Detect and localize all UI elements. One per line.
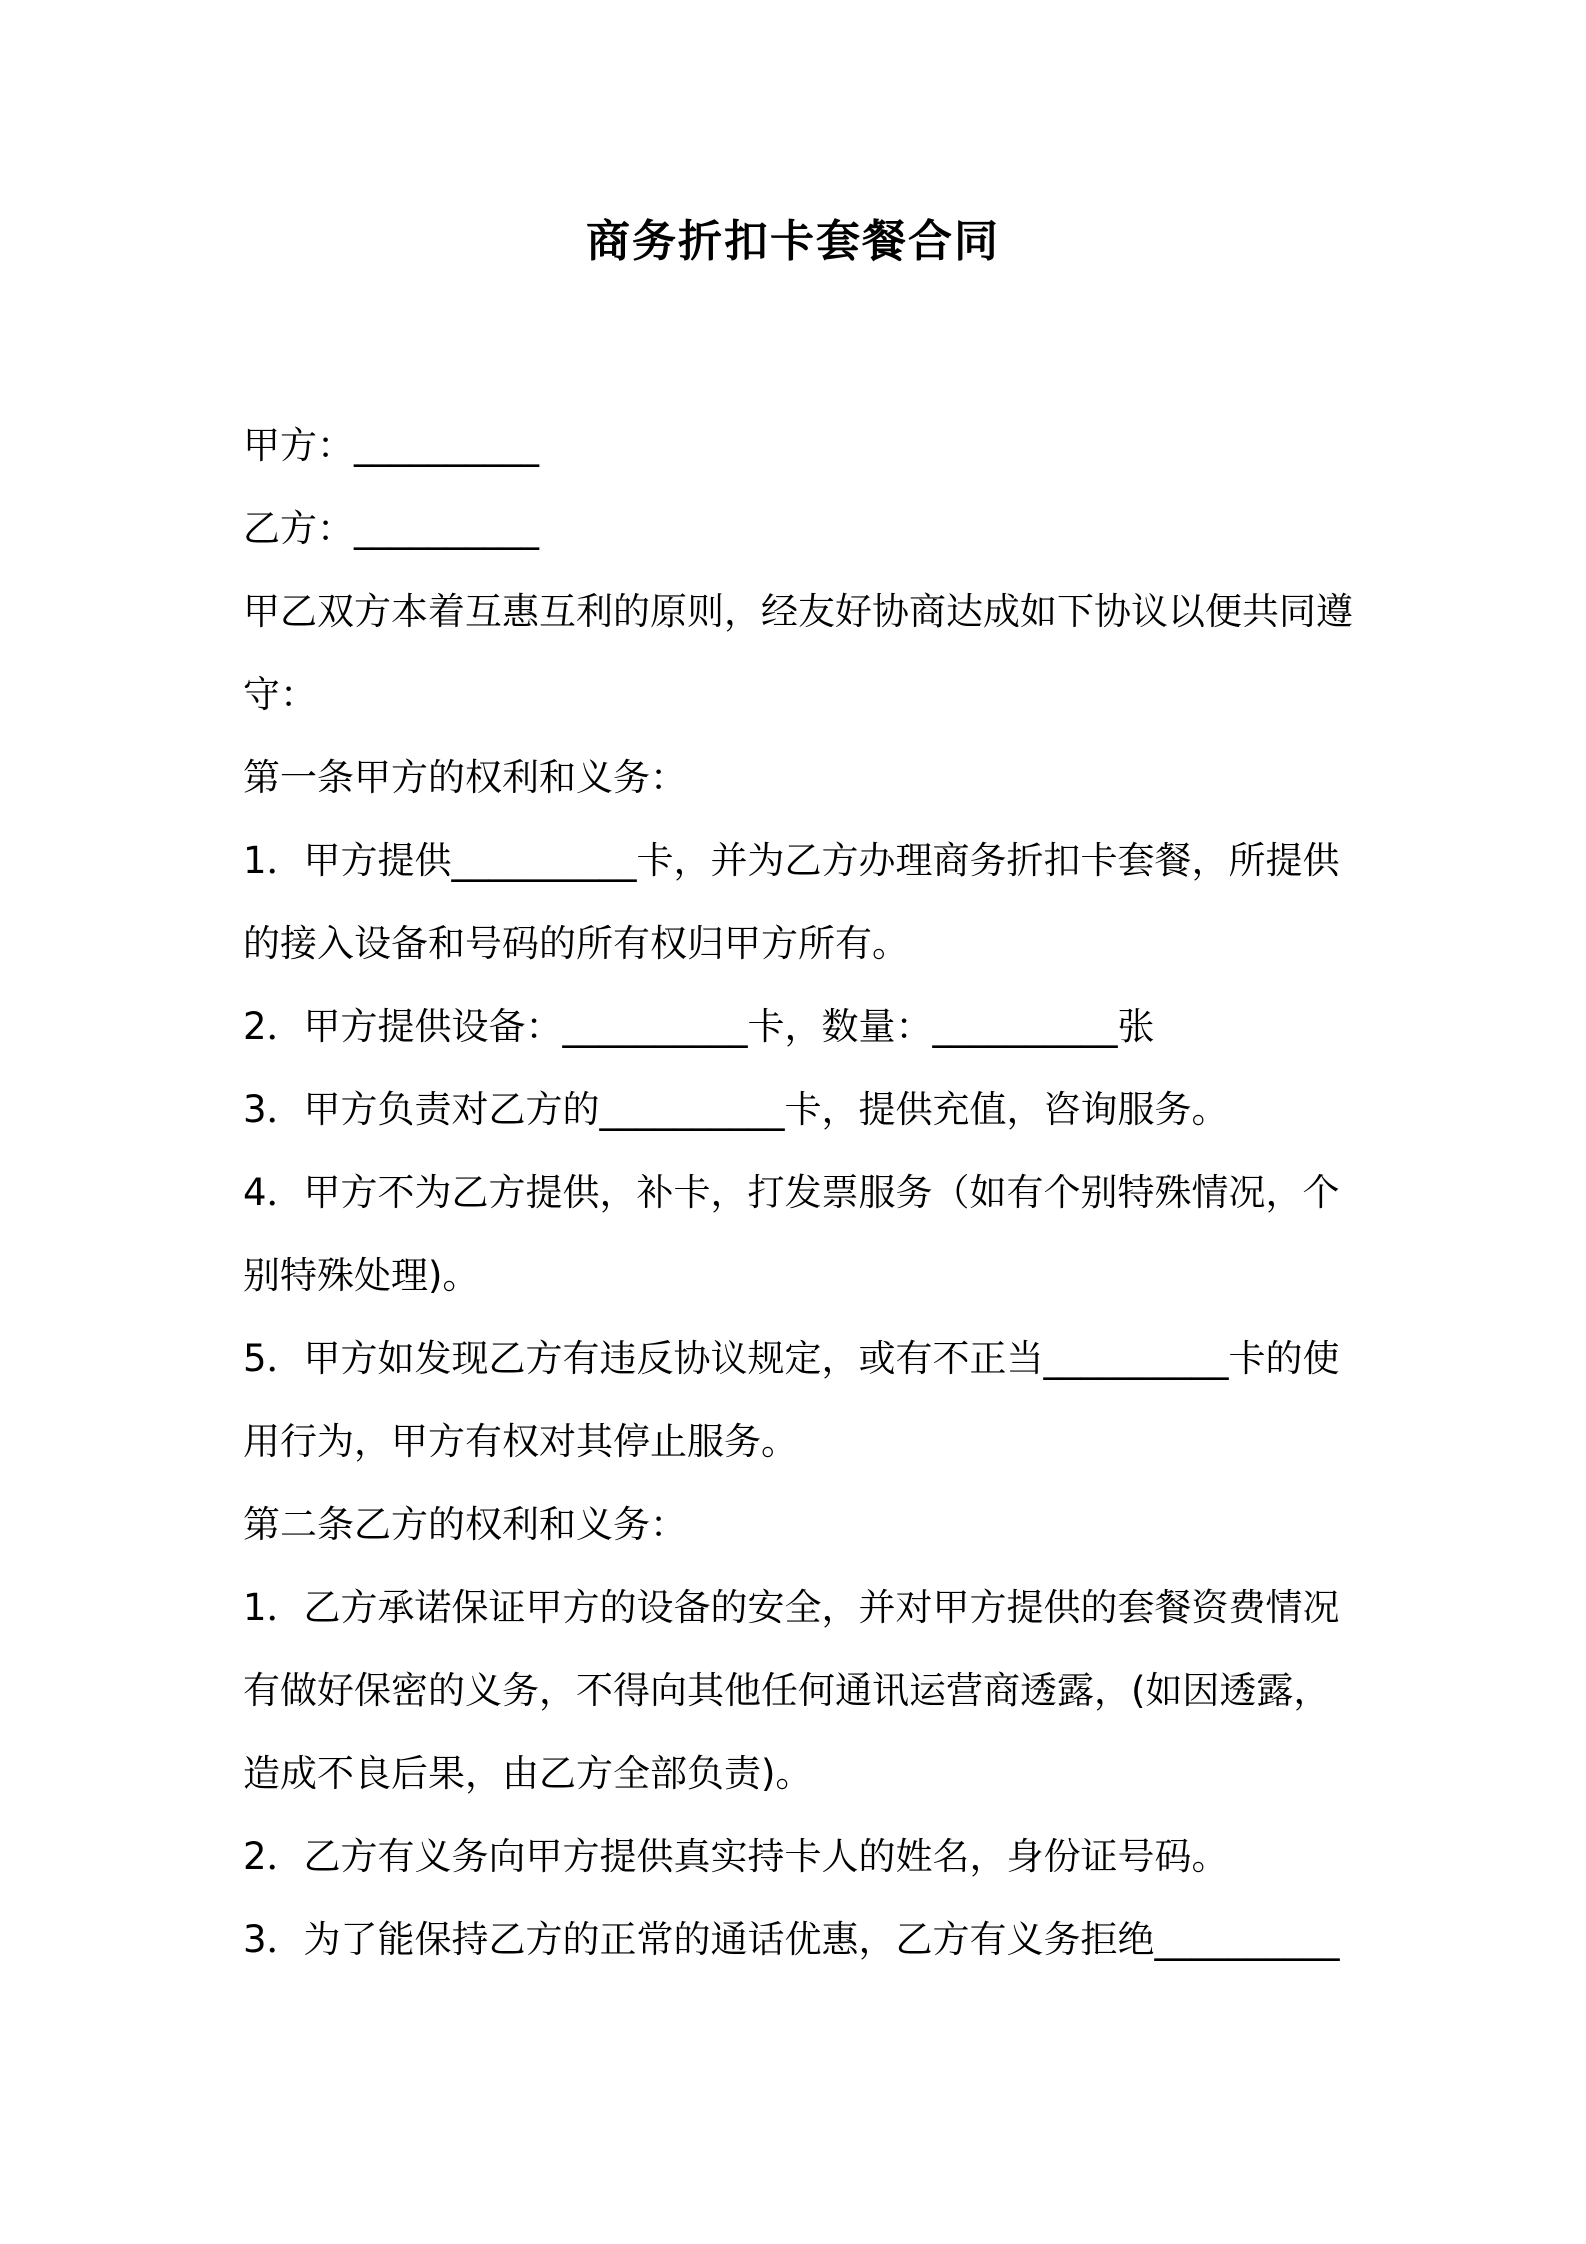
clause-line: 2．乙方有义务向甲方提供真实持卡人的姓名，身份证号码。 (243, 1835, 1229, 1878)
document-title: 商务折扣卡套餐合同 (586, 216, 1000, 267)
clause-line: 的接入设备和号码的所有权归甲方所有。 (243, 922, 909, 965)
document-body (243, 404, 1353, 1981)
preamble-line: 守： (243, 673, 317, 716)
clause-line: 用行为，甲方有权对其停止服务。 (243, 1420, 798, 1463)
clause-line: 别特殊处理)。 (243, 1254, 480, 1297)
party-a-line: 甲方：__________ (243, 424, 539, 467)
preamble-line: 甲乙双方本着互惠互利的原则，经友好协商达成如下协议以便共同遵 (243, 590, 1353, 633)
clause-line: 3．甲方负责对乙方的__________卡，提供充值，咨询服务。 (243, 1088, 1229, 1131)
clause-line: 1．甲方提供__________卡，并为乙方办理商务折扣卡套餐，所提供 (243, 839, 1340, 882)
clause-line: 3．为了能保持乙方的正常的通话优惠，乙方有义务拒绝__________ (243, 1918, 1340, 1961)
article-heading: 第二条乙方的权利和义务： (243, 1503, 687, 1546)
clause-line: 5．甲方如发现乙方有违反协议规定，或有不正当__________卡的使 (243, 1337, 1340, 1380)
clause-line: 1．乙方承诺保证甲方的设备的安全，并对甲方提供的套餐资费情况 (243, 1586, 1340, 1629)
article-heading: 第一条甲方的权利和义务： (243, 756, 687, 799)
clause-line: 2．甲方提供设备：__________卡，数量：__________张 (243, 1005, 1155, 1048)
clause-line: 4．甲方不为乙方提供，补卡，打发票服务（如有个别特殊情况，个 (243, 1171, 1340, 1214)
clause-line: 有做好保密的义务，不得向其他任何通讯运营商透露，(如因透露， (243, 1669, 1331, 1712)
party-b-line: 乙方：__________ (243, 507, 539, 550)
clause-line: 造成不良后果，由乙方全部负责)。 (243, 1752, 813, 1795)
